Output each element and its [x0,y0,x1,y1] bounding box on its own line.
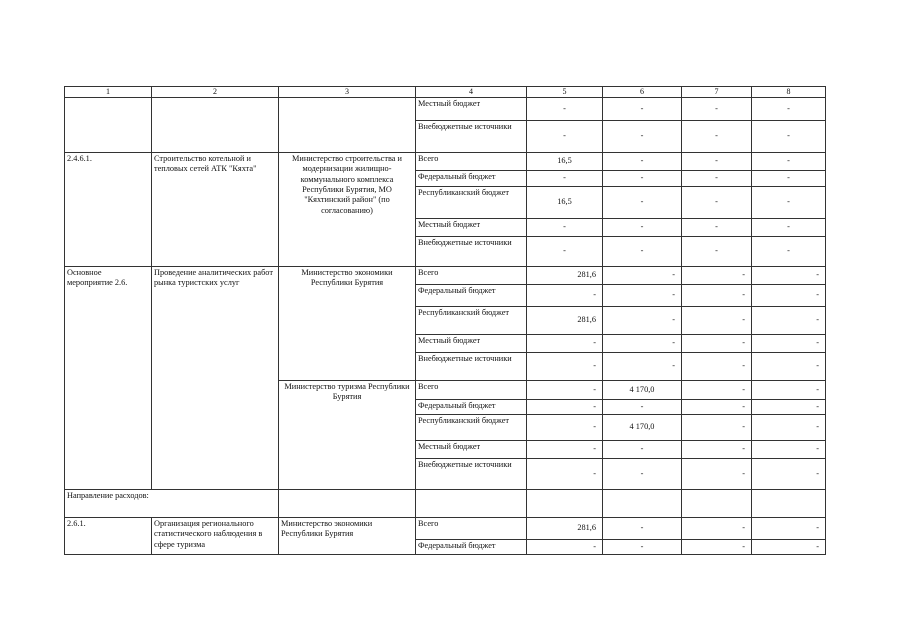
source-cell: Всего [416,518,527,540]
value-col8: - [752,153,826,171]
source-cell: Местный бюджет [416,219,527,237]
name-cell: Проведение аналитических работ рынка туристских услуг [152,267,279,490]
source-cell: Внебюджетные источники [416,237,527,267]
value-col5: - [527,353,603,381]
code-cell: 2.6.1. [65,518,152,555]
value-col7: - [682,153,752,171]
value-col8: - [752,518,826,540]
name-cell [152,98,279,153]
value-col6: 4 170,0 [603,381,682,400]
header-row [65,87,826,98]
value-col6: - [603,459,682,490]
value-col7: - [682,540,752,555]
value-col7: - [682,98,752,121]
source-cell: Республиканский бюджет [416,187,527,219]
value-col5: - [527,400,603,415]
value-col7: - [682,267,752,285]
source-cell: Федеральный бюджет [416,540,527,555]
value-col7: - [682,441,752,459]
value-col7: - [682,121,752,153]
value-col6: - [603,540,682,555]
table-row [65,518,826,540]
col-header-6: 6 [603,87,682,98]
value-col6: - [603,121,682,153]
value-col7: - [682,518,752,540]
source-cell: Внебюджетные источники [416,121,527,153]
col-header-1: 1 [65,87,152,98]
value-col7: - [682,187,752,219]
value-col8: - [752,381,826,400]
value-col8: - [752,400,826,415]
table-row [65,98,826,121]
value-col5: - [527,335,603,353]
expense-direction-label: Направление расходов: [65,490,279,518]
empty-cell [527,490,603,518]
value-col8: - [752,267,826,285]
value-col6: - [603,307,682,335]
value-col7: - [682,353,752,381]
source-cell: Республиканский бюджет [416,307,527,335]
value-col5: - [527,121,603,153]
value-col7: - [682,307,752,335]
source-cell: Всего [416,267,527,285]
value-col6: - [603,353,682,381]
source-cell: Внебюджетные источники [416,353,527,381]
value-col7: - [682,400,752,415]
value-col8: - [752,335,826,353]
empty-cell [279,490,416,518]
value-col6: - [603,237,682,267]
code-cell: Основное мероприятие 2.6. [65,267,152,490]
value-col5: - [527,540,603,555]
value-col8: - [752,219,826,237]
value-col7: - [682,171,752,187]
value-col5: - [527,441,603,459]
value-col6: - [603,267,682,285]
col-header-7: 7 [682,87,752,98]
value-col8: - [752,171,826,187]
empty-cell [752,490,826,518]
value-col6: - [603,219,682,237]
value-col6: - [603,441,682,459]
value-col5: 281,6 [527,267,603,285]
value-col8: - [752,98,826,121]
source-cell: Местный бюджет [416,335,527,353]
value-col6: 4 170,0 [603,415,682,441]
value-col8: - [752,459,826,490]
source-cell: Всего [416,153,527,171]
empty-cell [603,490,682,518]
value-col7: - [682,459,752,490]
source-cell: Всего [416,381,527,400]
value-col5: - [527,171,603,187]
empty-cell [416,490,527,518]
value-col7: - [682,285,752,307]
col-header-4: 4 [416,87,527,98]
responsible-cell: Министерство туризма Республики Бурятия [279,381,416,490]
value-col8: - [752,353,826,381]
value-col5: - [527,459,603,490]
value-col6: - [603,187,682,219]
value-col5: - [527,98,603,121]
value-col5: - [527,285,603,307]
value-col8: - [752,415,826,441]
value-col7: - [682,335,752,353]
value-col6: - [603,285,682,307]
col-header-3: 3 [279,87,416,98]
value-col5: 281,6 [527,307,603,335]
value-col6: - [603,518,682,540]
value-col5: - [527,219,603,237]
source-cell: Местный бюджет [416,98,527,121]
col-header-8: 8 [752,87,826,98]
table-row [65,490,826,518]
value-col6: - [603,400,682,415]
source-cell: Федеральный бюджет [416,285,527,307]
name-cell: Организация регионального статистического наблюдения в сфере туризма [152,518,279,555]
value-col7: - [682,415,752,441]
value-col8: - [752,121,826,153]
responsible-cell: Министерство строительства и модернизации жилищно-коммунального комплекса Республики Бурятия, МО "Кяхтинский район" (по согласованию) [279,153,416,267]
code-cell [65,98,152,153]
value-col7: - [682,381,752,400]
value-col8: - [752,540,826,555]
value-col5: - [527,415,603,441]
value-col7: - [682,219,752,237]
value-col6: - [603,171,682,187]
value-col7: - [682,237,752,267]
source-cell: Федеральный бюджет [416,400,527,415]
col-header-5: 5 [527,87,603,98]
value-col5: 281,6 [527,518,603,540]
responsible-cell: Министерство экономики Республики Бурятия [279,518,416,555]
value-col8: - [752,285,826,307]
source-cell: Федеральный бюджет [416,171,527,187]
table-row [65,267,826,285]
code-cell: 2.4.6.1. [65,153,152,267]
value-col6: - [603,153,682,171]
value-col6: - [603,98,682,121]
responsible-cell: Министерство экономики Республики Бурятия [279,267,416,381]
budget-table [64,86,826,555]
value-col6: - [603,335,682,353]
table-row [65,153,826,171]
value-col8: - [752,237,826,267]
value-col5: - [527,237,603,267]
name-cell: Строительство котельной и тепловых сетей АТК "Кяхта" [152,153,279,267]
value-col8: - [752,441,826,459]
source-cell: Внебюджетные источники [416,459,527,490]
value-col8: - [752,307,826,335]
value-col5: 16,5 [527,187,603,219]
empty-cell [682,490,752,518]
col-header-2: 2 [152,87,279,98]
source-cell: Республиканский бюджет [416,415,527,441]
source-cell: Местный бюджет [416,441,527,459]
value-col5: - [527,381,603,400]
responsible-cell [279,98,416,153]
value-col8: - [752,187,826,219]
value-col5: 16,5 [527,153,603,171]
